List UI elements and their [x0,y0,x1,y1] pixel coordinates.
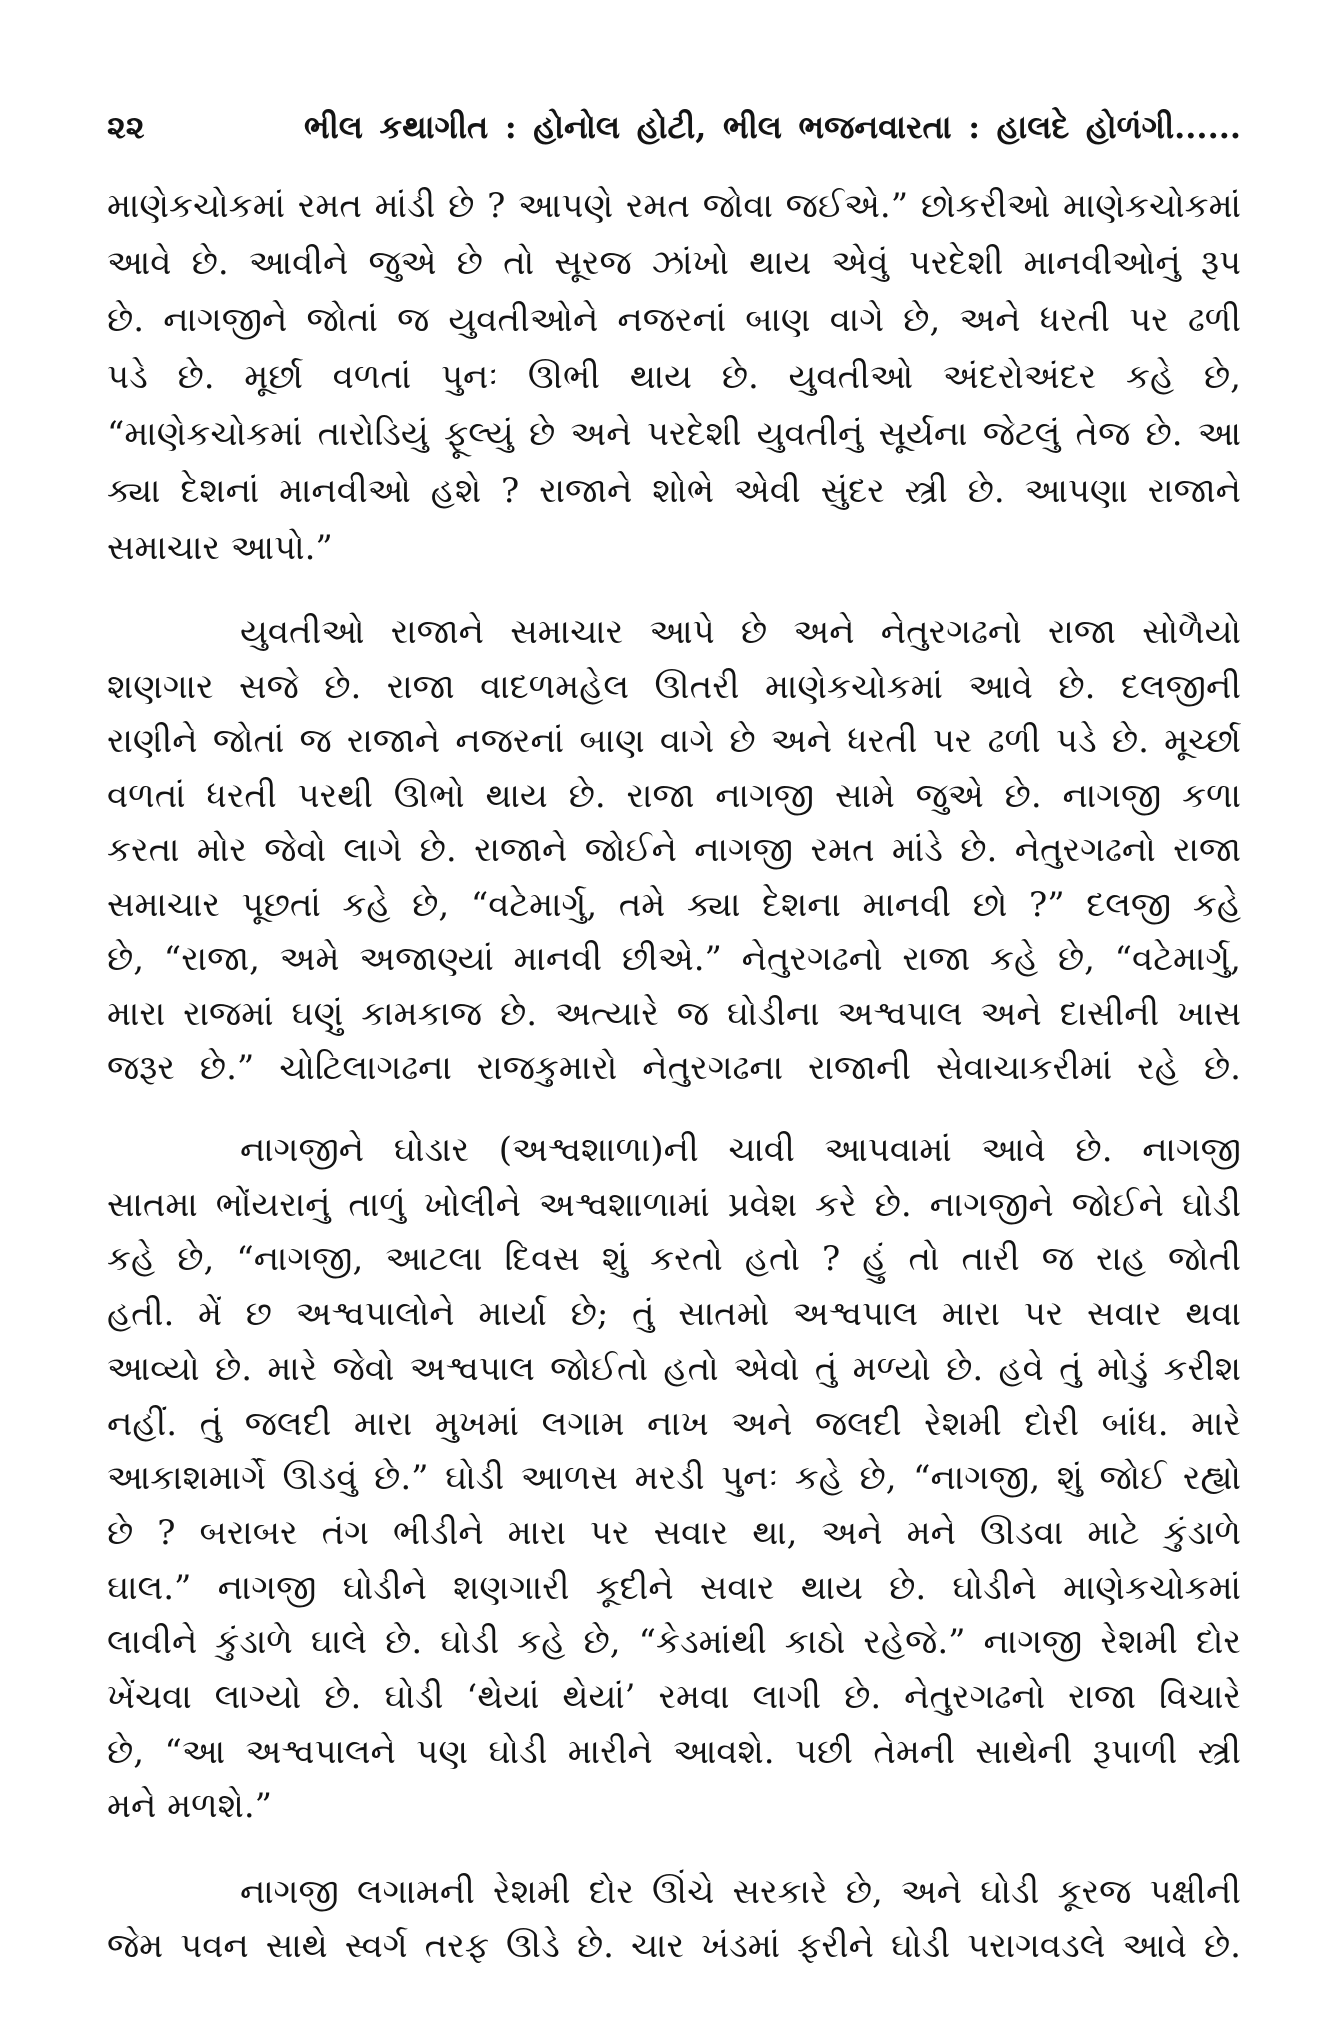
text-line: ક્યા દેશનાં માનવીઓ હશે ? રાજાને શોભે એવી સુંદર સ્ત્રી છે. આપણા રાજાને [107,471,1241,511]
text-line: મને મળશે.” [107,1786,273,1827]
text-line: વળતાં ધરતી પરથી ઊભો થાય છે. રાજા નાગજી સામે જુએ છે. નાગજી કળા [107,775,1241,816]
paragraph-4 [107,1865,1241,1973]
text-line: સાતમા ભોંયરાનું તાળું ખોલીને અશ્વશાળામાં પ્રવેશ કરે છે. નાગજીને જોઈને ઘોડી [107,1184,1241,1225]
page-number: ૨૨ [107,108,145,146]
text-line: છે. નાગજીને જોતાં જ યુવતીઓને નજરનાં બાણ વાગે છે, અને ધરતી પર ઢળી [107,300,1241,340]
paragraph-1 [107,178,1241,577]
text-line: મારા રાજમાં ઘણું કામકાજ છે. અત્યારે જ ઘોડીના અશ્વપાલ અને દાસીની ખાસ [107,993,1241,1034]
text-line: આવે છે. આવીને જુએ છે તો સૂરજ ઝાંખો થાય એવું પરદેશી માનવીઓનું રૂપ [107,243,1241,283]
text-line: કહે છે, “નાગજી, આટલા દિવસ શું કરતો હતો ? હું તો તારી જ રાહ જોતી [107,1239,1241,1280]
text-line: રાણીને જોતાં જ રાજાને નજરનાં બાણ વાગે છે અને ધરતી પર ઢળી પડે છે. મૂર્ચ્છા [107,721,1241,761]
text-line: સમાચાર આપો.” [107,528,333,568]
text-line: છે, “આ અશ્વપાલને પણ ઘોડી મારીને આવશે. પછી તેમની સાથેની રૂપાળી સ્ત્રી [107,1731,1241,1772]
text-line: છે, “રાજા, અમે અજાણ્યાં માનવી છીએ.” નેતુરગઢનો રાજા કહે છે, “વટેમાર્ગુ, [107,939,1241,979]
text-line: માણેકચોકમાં રમત માંડી છે ? આપણે રમત જોવા જઈએ.” છોકરીઓ માણેકચોકમાં [107,186,1241,226]
text-line: નાગજી લગામની રેશમી દોર ઊંચે સરકારે છે, અને ઘોડી કૂરજ પક્ષીની [240,1872,1241,1912]
text-line: જેમ પવન સાથે સ્વર્ગ તરફ ઊડે છે. ચાર ખંડમાં ફરીને ઘોડી પરાગવડલે આવે છે. [107,1926,1241,1966]
text-line: હતી. મેં છ અશ્વપાલોને માર્યા છે; તું સાતમો અશ્વપાલ મારા પર સવાર થવા [107,1294,1241,1335]
running-head [107,105,1241,149]
paragraph-2 [107,605,1241,1096]
text-line: છે ? બરાબર તંગ ભીડીને મારા પર સવાર થા, અને મને ઊડવા માટે કુંડાળે [107,1512,1241,1553]
text-line: નાગજીને ઘોડાર (અશ્વશાળા)ની ચાવી આપવામાં આવે છે. નાગજી [240,1130,1241,1170]
text-line: યુવતીઓ રાજાને સમાચાર આપે છે અને નેતુરગઢનો રાજા સોળૈયો [240,612,1241,652]
text-line: જરૂર છે.” ચોટિલાગઢના રાજકુમારો નેતુરગઢના રાજાની સેવાચાકરીમાં રહે છે. [107,1048,1241,1088]
text-line: શણગાર સજે છે. રાજા વાદળમહેલ ઊતરી માણેકચોકમાં આવે છે. દલજીની [107,666,1241,707]
text-line: આકાશમાર્ગે ઊડવું છે.” ઘોડી આળસ મરડી પુનઃ કહે છે, “નાગજી, શું જોઈ રહ્યો [107,1458,1241,1499]
paragraph-3 [107,1123,1241,1834]
text-line: કરતા મોર જેવો લાગે છે. રાજાને જોઈને નાગજી રમત માંડે છે. નેતુરગઢનો રાજા [107,830,1241,870]
text-line: નહીં. તું જલદી મારા મુખમાં લગામ નાખ અને જલદી રેશમી દોરી બાંધ. મારે [107,1403,1241,1444]
text-line: ખેંચવા લાગ્યો છે. ઘોડી ‘થેયાં થેયાં’ રમવા લાગી છે. નેતુરગઢનો રાજા વિચારે [107,1677,1241,1718]
text-line: સમાચાર પૂછતાં કહે છે, “વટેમાર્ગુ, તમે ક્યા દેશના માનવી છો ?” દલજી કહે [107,884,1241,925]
running-title: ભીલ કથાગીત : હોનોલ હોટી, ભીલ ભજનવારતા : હાલદે હોળંગી...... [304,108,1241,146]
text-line: પડે છે. મૂર્છા વળતાં પુનઃ ઊભી થાય છે. યુવતીઓ અંદરોઅંદર કહે છે, [107,357,1241,397]
text-line: આવ્યો છે. મારે જેવો અશ્વપાલ જોઈતો હતો એવો તું મળ્યો છે. હવે તું મોડું કરીશ [107,1348,1241,1389]
text-line: ઘાલ.” નાગજી ઘોડીને શણગારી કૂદીને સવાર થાય છે. ઘોડીને માણેકચોકમાં [107,1567,1241,1608]
text-line: “માણેકચોકમાં તારોડિયું ફૂલ્યું છે અને પરદેશી યુવતીનું સૂર્યના જેટલું તેજ છે. આ [107,414,1241,454]
text-line: લાવીને કુંડાળે ઘાલે છે. ઘોડી કહે છે, “કેડમાંથી કાઠો રહેજે.” નાગજી રેશમી દોર [107,1622,1241,1663]
